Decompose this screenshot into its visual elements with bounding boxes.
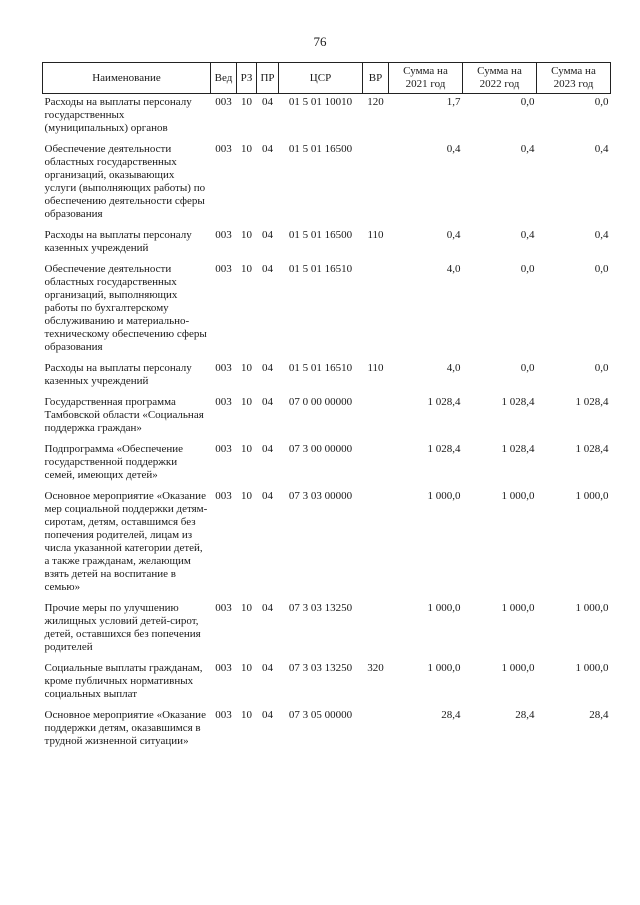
cell-sum-2022: 28,4 xyxy=(515,709,535,721)
cell-sum-2023: 0,0 xyxy=(594,362,609,374)
cell-pr: 04 xyxy=(262,662,273,674)
cell-pr: 04 xyxy=(262,396,273,408)
cell-ved: 003 xyxy=(215,443,232,455)
cell-csr: 07 3 00 00000 xyxy=(288,443,353,455)
cell-rz: 10 xyxy=(241,709,252,721)
cell-ved: 003 xyxy=(215,96,232,108)
cell-sum-2021: 1 028,4 xyxy=(427,396,461,408)
cell-rz: 10 xyxy=(241,662,252,674)
table-row xyxy=(43,394,611,441)
cell-name: Основное мероприятие «Оказание поддержки детям, оказавшимся в трудной жизненной ситуации» xyxy=(44,709,206,747)
cell-name: Обеспечение деятельности областных государственных организаций, выполняющих работы по бухгалтерскому обслуживанию и материально-техническому обеспечению сферы образования xyxy=(44,263,207,353)
cell-csr: 07 0 00 00000 xyxy=(288,396,353,408)
cell-ved: 003 xyxy=(215,143,232,155)
cell-sum-2022: 1 000,0 xyxy=(501,662,535,674)
table-header-row xyxy=(43,63,611,94)
cell-pr: 04 xyxy=(262,709,273,721)
cell-sum-2022: 0,0 xyxy=(520,96,535,108)
budget-table xyxy=(42,62,611,754)
cell-csr: 01 5 01 16500 xyxy=(288,229,353,241)
header-name: Наименование xyxy=(43,63,211,94)
cell-ved: 003 xyxy=(215,229,232,241)
cell-name: Подпрограмма «Обеспечение государственной поддержки семей, имеющих детей» xyxy=(44,443,183,481)
cell-csr: 07 3 03 13250 xyxy=(288,602,353,614)
cell-vr: 320 xyxy=(367,662,384,674)
cell-ved: 003 xyxy=(215,602,232,614)
table-row xyxy=(43,441,611,488)
header-sum-2022: Сумма на 2022 год xyxy=(463,63,537,94)
cell-vr xyxy=(363,441,389,488)
header-pr: ПР xyxy=(257,63,279,94)
cell-vr: 120 xyxy=(367,96,384,108)
cell-vr xyxy=(363,707,389,754)
cell-vr xyxy=(363,394,389,441)
header-csr: ЦСР xyxy=(279,63,363,94)
cell-rz: 10 xyxy=(241,396,252,408)
cell-sum-2022: 1 000,0 xyxy=(501,490,535,502)
cell-sum-2021: 1,7 xyxy=(446,96,461,108)
cell-vr xyxy=(363,488,389,600)
cell-csr: 01 5 01 10010 xyxy=(288,96,353,108)
cell-pr: 04 xyxy=(262,263,273,275)
header-sum-2021: Сумма на 2021 год xyxy=(389,63,463,94)
cell-sum-2023: 1 028,4 xyxy=(575,396,609,408)
header-ved: Вед xyxy=(211,63,237,94)
cell-pr: 04 xyxy=(262,229,273,241)
page-number: 76 xyxy=(313,34,327,49)
cell-sum-2023: 28,4 xyxy=(589,709,609,721)
cell-name: Расходы на выплаты персоналу казенных учреждений xyxy=(44,362,192,387)
cell-sum-2022: 0,0 xyxy=(520,263,535,275)
table-row xyxy=(43,227,611,261)
table-row xyxy=(43,94,611,142)
cell-rz: 10 xyxy=(241,96,252,108)
cell-rz: 10 xyxy=(241,443,252,455)
cell-pr: 04 xyxy=(262,362,273,374)
cell-sum-2022: 1 028,4 xyxy=(501,396,535,408)
table-row xyxy=(43,360,611,394)
cell-pr: 04 xyxy=(262,443,273,455)
cell-sum-2021: 0,4 xyxy=(446,143,461,155)
cell-sum-2023: 0,0 xyxy=(594,96,609,108)
cell-sum-2022: 0,4 xyxy=(520,229,535,241)
cell-rz: 10 xyxy=(241,490,252,502)
cell-pr: 04 xyxy=(262,96,273,108)
cell-sum-2022: 0,0 xyxy=(520,362,535,374)
cell-sum-2022: 0,4 xyxy=(520,143,535,155)
cell-vr xyxy=(363,600,389,660)
cell-sum-2021: 1 028,4 xyxy=(427,443,461,455)
cell-sum-2023: 1 000,0 xyxy=(575,602,609,614)
cell-vr: 110 xyxy=(367,229,384,241)
cell-sum-2023: 1 000,0 xyxy=(575,490,609,502)
cell-sum-2021: 28,4 xyxy=(441,709,461,721)
cell-pr: 04 xyxy=(262,602,273,614)
table-row xyxy=(43,261,611,360)
cell-sum-2021: 4,0 xyxy=(446,263,461,275)
cell-vr: 110 xyxy=(367,362,384,374)
cell-csr: 01 5 01 16510 xyxy=(288,263,353,275)
cell-ved: 003 xyxy=(215,709,232,721)
cell-name: Государственная программа Тамбовской области «Социальная поддержка граждан» xyxy=(44,396,204,434)
cell-sum-2021: 1 000,0 xyxy=(427,490,461,502)
cell-ved: 003 xyxy=(215,396,232,408)
cell-csr: 07 3 03 13250 xyxy=(288,662,353,674)
cell-sum-2021: 1 000,0 xyxy=(427,662,461,674)
cell-sum-2021: 0,4 xyxy=(446,229,461,241)
table-row xyxy=(43,660,611,707)
cell-csr: 01 5 01 16500 xyxy=(288,143,353,155)
cell-sum-2021: 4,0 xyxy=(446,362,461,374)
cell-sum-2023: 1 028,4 xyxy=(575,443,609,455)
cell-sum-2023: 0,4 xyxy=(594,143,609,155)
table-row xyxy=(43,488,611,600)
cell-sum-2023: 1 000,0 xyxy=(575,662,609,674)
cell-name: Расходы на выплаты персоналу государственных (муниципальных) органов xyxy=(44,96,192,134)
cell-vr xyxy=(363,141,389,227)
cell-rz: 10 xyxy=(241,263,252,275)
table-row xyxy=(43,600,611,660)
cell-sum-2021: 1 000,0 xyxy=(427,602,461,614)
header-rz: РЗ xyxy=(237,63,257,94)
cell-pr: 04 xyxy=(262,143,273,155)
table-row xyxy=(43,707,611,754)
cell-rz: 10 xyxy=(241,229,252,241)
cell-sum-2023: 0,0 xyxy=(594,263,609,275)
cell-ved: 003 xyxy=(215,490,232,502)
cell-rz: 10 xyxy=(241,362,252,374)
cell-name: Основное мероприятие «Оказание мер социальной поддержки детям-сиротам, детям, оставшимся без попечения родителей, лицам из числа указанной категории детей, а также гражданам, желающим взять детей на воспитание в семью» xyxy=(44,490,208,593)
cell-csr: 01 5 01 16510 xyxy=(288,362,353,374)
cell-rz: 10 xyxy=(241,143,252,155)
cell-name: Расходы на выплаты персоналу казенных учреждений xyxy=(44,229,192,254)
cell-csr: 07 3 05 00000 xyxy=(288,709,353,721)
header-sum-2023: Сумма на 2023 год xyxy=(537,63,611,94)
table-row xyxy=(43,141,611,227)
cell-name: Социальные выплаты гражданам, кроме публичных нормативных социальных выплат xyxy=(44,662,203,700)
cell-vr xyxy=(363,261,389,360)
header-vr: ВР xyxy=(363,63,389,94)
cell-name: Прочие меры по улучшению жилищных условий детей-сирот, детей, оставшихся без попечения родителей xyxy=(44,602,201,653)
cell-ved: 003 xyxy=(215,662,232,674)
cell-name: Обеспечение деятельности областных государственных организаций, оказывающих услуги (выполняющих работы) по обеспечению деятельности сферы образования xyxy=(44,143,206,220)
cell-csr: 07 3 03 00000 xyxy=(288,490,353,502)
cell-sum-2022: 1 028,4 xyxy=(501,443,535,455)
cell-ved: 003 xyxy=(215,362,232,374)
cell-sum-2022: 1 000,0 xyxy=(501,602,535,614)
cell-pr: 04 xyxy=(262,490,273,502)
cell-rz: 10 xyxy=(241,602,252,614)
cell-ved: 003 xyxy=(215,263,232,275)
cell-sum-2023: 0,4 xyxy=(594,229,609,241)
